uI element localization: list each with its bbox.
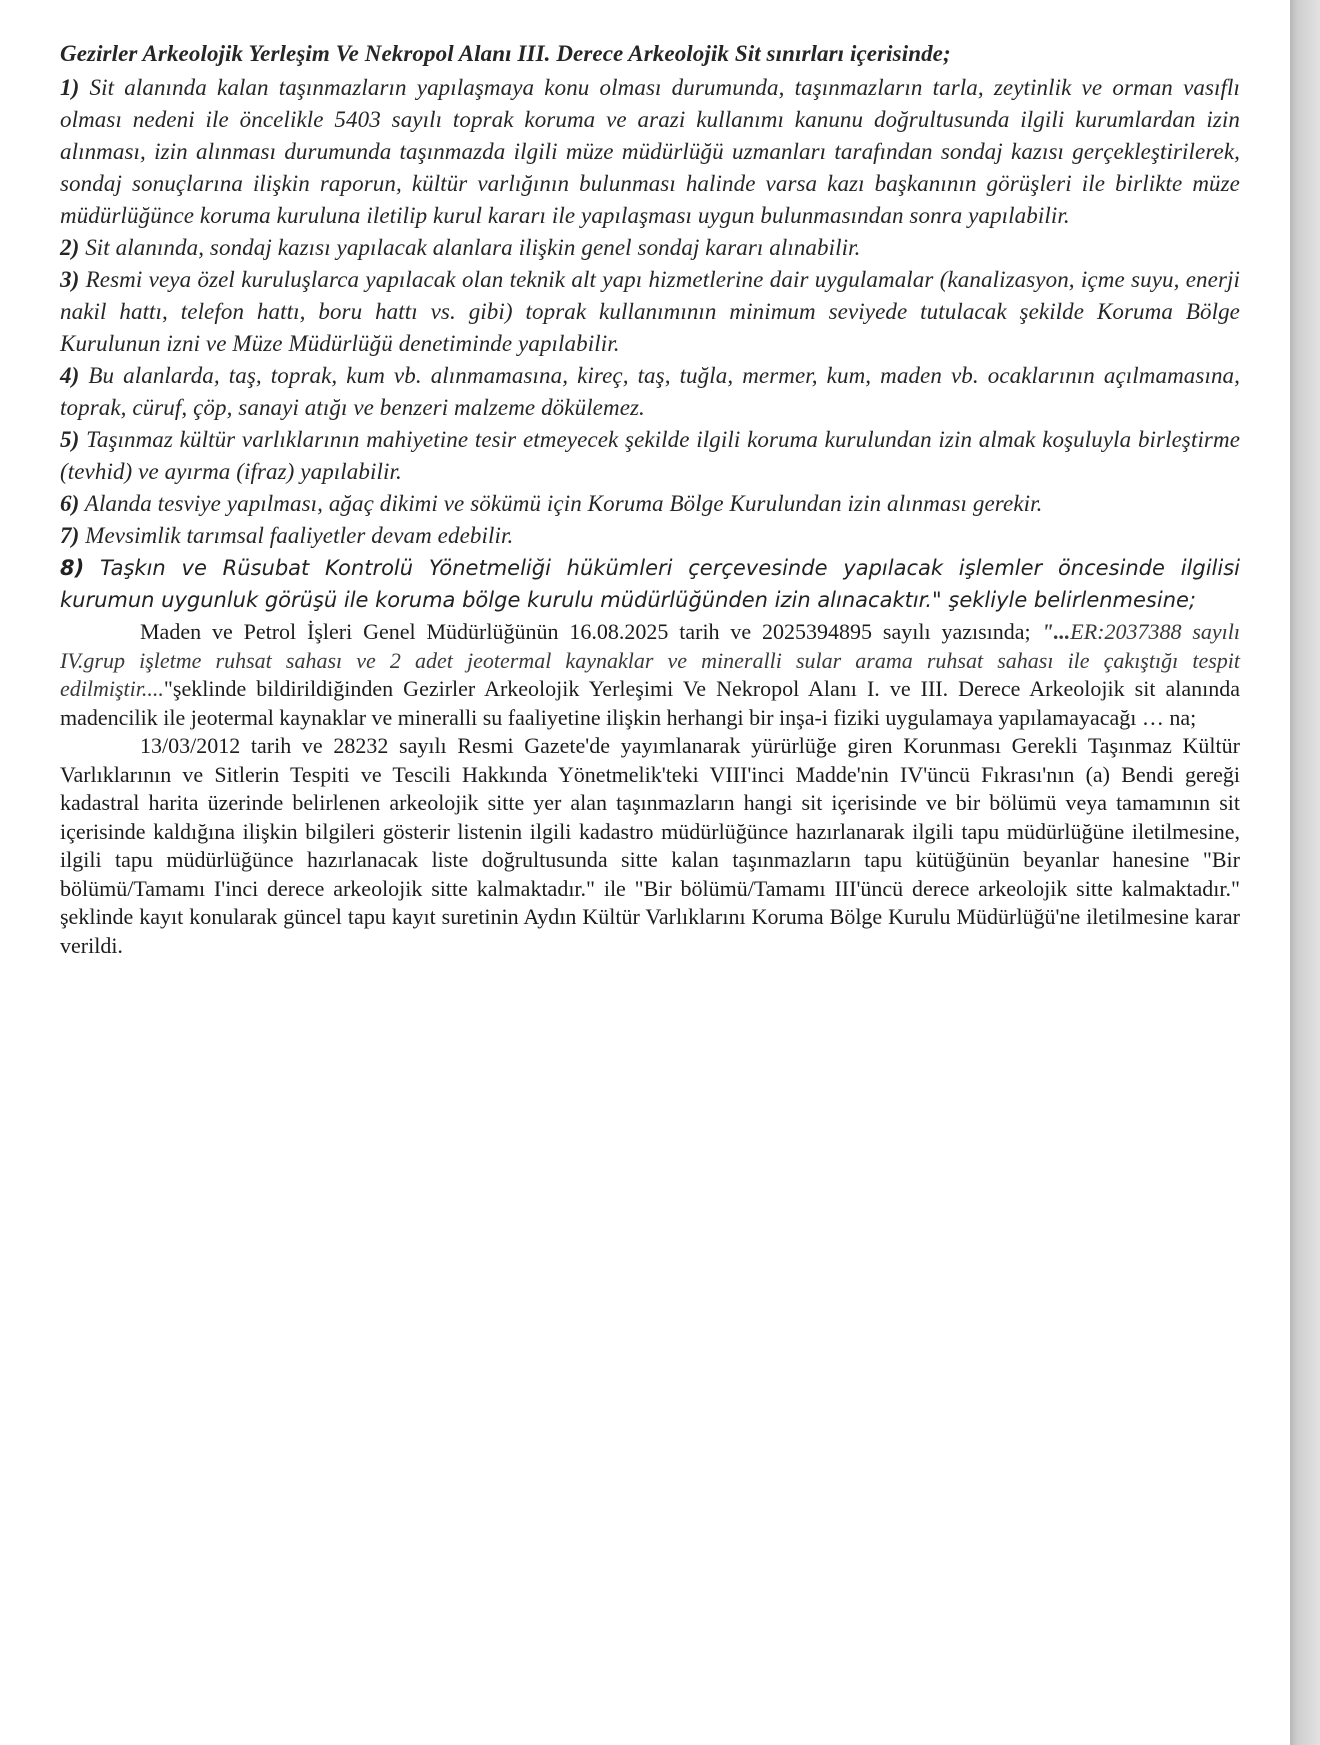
condition-number: 3) xyxy=(60,267,80,292)
condition-number: 7) xyxy=(60,523,80,548)
condition-number: 4) xyxy=(60,363,80,388)
condition-text: Resmi veya özel kuruluşlarca yapılacak olan teknik alt yapı hizmetlerine dair uygulamalar (kanalizasyon, içme suyu, enerji nakil hattı, telefon hattı, boru hattı vs. gibi) toprak kullanımının minimum seviyede tutulacak şekilde Koruma Bölge Kurulunun izni ve Müze Müdürlüğü denetiminde yapılabilir. xyxy=(60,267,1240,356)
condition-text: Mevsimlik tarımsal faaliyetler devam edebilir. xyxy=(79,523,514,548)
condition-number: 5) xyxy=(60,427,80,452)
condition-text: Taşınmaz kültür varlıklarının mahiyetine tesir etmeyecek şekilde ilgili koruma kurulundan izin almak koşuluyla birleştirme (tevhid) ve ayırma (ifraz) yapılabilir. xyxy=(60,427,1240,484)
condition-item xyxy=(60,232,1240,264)
decision-paragraphs xyxy=(60,618,1240,960)
document-content xyxy=(60,38,1240,960)
condition-item xyxy=(60,424,1240,488)
section-heading: Gezirler Arkeolojik Yerleşim Ve Nekropol Alanı III. Derece Arkeolojik Sit sınırları içerisinde; xyxy=(60,41,951,66)
page-edge-shadow xyxy=(1290,0,1320,1745)
quote-open: "... xyxy=(1041,619,1071,644)
condition-item xyxy=(60,488,1240,520)
condition-text: Alanda tesviye yapılması, ağaç dikimi ve sökümü için Koruma Bölge Kurulundan izin alınması gerekir. xyxy=(79,491,1043,516)
paragraph-decision: 13/03/2012 tarih ve 28232 sayılı Resmi Gazete'de yayımlanarak yürürlüğe giren Korunması Gerekli Taşınmaz Kültür Varlıklarının ve Sitlerin Tespiti ve Tescili Hakkında Yönetmelik'teki VIII'inci Madde'nin IV'üncü Fıkrası'nın (a) Bendi gereği kadastral harita üzerinde belirlenen arkeolojik sitte yer alan taşınmazların hangi sit içerisinde ve bir bölümü veya tamamının sit içerisinde kaldığına ilişkin bilgileri gösterir listenin ilgili kadastro müdürlüğünce hazırlanarak ilgili tapu müdürlüğüne iletilmesine, ilgili tapu müdürlüğünce hazırlanacak liste doğrultusunda sitte kalan taşınmazların tapu kütüğünün beyanlar hanesine "Bir bölümü/Tamamı I'inci derece arkeolojik sitte kalmaktadır." ile "Bir bölümü/Tamamı III'üncü derece arkeolojik sitte kalmaktadır." şeklinde kayıt konularak güncel tapu kayıt suretinin Aydın Kültür Varlıklarını Koruma Bölge Kurulu Müdürlüğü'ne iletilmesine karar verildi. xyxy=(60,733,1240,958)
paragraph-lead: Maden ve Petrol İşleri Genel Müdürlüğünün 16.08.2025 tarih ve 2025394895 sayılı yazısında; xyxy=(140,619,1042,644)
condition-item xyxy=(60,360,1240,424)
conditions-list xyxy=(60,72,1240,616)
condition-text: Sit alanında, sondaj kazısı yapılacak alanlara ilişkin genel sondaj kararı alınabilir. xyxy=(79,235,861,260)
paragraph-mining-notice xyxy=(60,618,1240,732)
quoted-text: ER:2037388 sayılı IV.grup işletme ruhsat sahası ve 2 adet jeotermal kaynaklar ve mineralli sular arama ruhsat sahası ile çakıştığı tespit edilmiştir.... xyxy=(60,619,1240,701)
condition-number: 1) xyxy=(60,75,80,100)
condition-item xyxy=(60,72,1240,232)
condition-number: 6) xyxy=(60,491,80,516)
condition-number: 2) xyxy=(60,235,80,260)
condition-item xyxy=(60,264,1240,360)
condition-item xyxy=(60,520,1240,552)
condition-text: Taşkın ve Rüsubat Kontrolü Yönetmeliği hükümleri çerçevesinde yapılacak işlemler öncesinde ilgilisi kurumun uygunluk görüşü ile koruma bölge kurulu müdürlüğünden izin alınacaktır." şekliyle belirlenmesine; xyxy=(60,556,1240,612)
condition-text: Sit alanında kalan taşınmazların yapılaşmaya konu olması durumunda, taşınmazların tarla, zeytinlik ve orman vasıflı olması nedeni ile öncelikle 5403 sayılı toprak koruma ve arazi kullanımı kanunu doğrultusunda ilgili kurumlardan izin alınması, izin alınması durumunda taşınmazda ilgili müze müdürlüğü uzmanları tarafından sondaj kazısı gerçekleştirilerek, sondaj sonuçlarına ilişkin raporun, kültür varlığının bulunması halinde varsa kazı başkanının görüşleri ile birlikte müze müdürlüğünce koruma kuruluna iletilip kurul kararı ile yapılaşması uygun bulunmasından sonra yapılabilir. xyxy=(60,75,1240,228)
condition-item-8 xyxy=(60,552,1240,616)
paragraph-rest: "şeklinde bildirildiğinden Gezirler Arkeolojik Yerleşimi Ve Nekropol Alanı I. ve III. Derece Arkeolojik sit alanında madencilik ile jeotermal kaynaklar ve mineralli su faaliyetine ilişkin herhangi bir inşa-i fiziki uygulamaya yapılamayacağı … na; xyxy=(60,676,1240,730)
condition-number: 8) xyxy=(60,556,85,580)
condition-text: Bu alanlarda, taş, toprak, kum vb. alınmamasına, kireç, taş, tuğla, mermer, kum, maden vb. ocaklarının açılmamasına, toprak, cüruf, çöp, sanayi atığı ve benzeri malzeme dökülemez. xyxy=(60,363,1240,420)
